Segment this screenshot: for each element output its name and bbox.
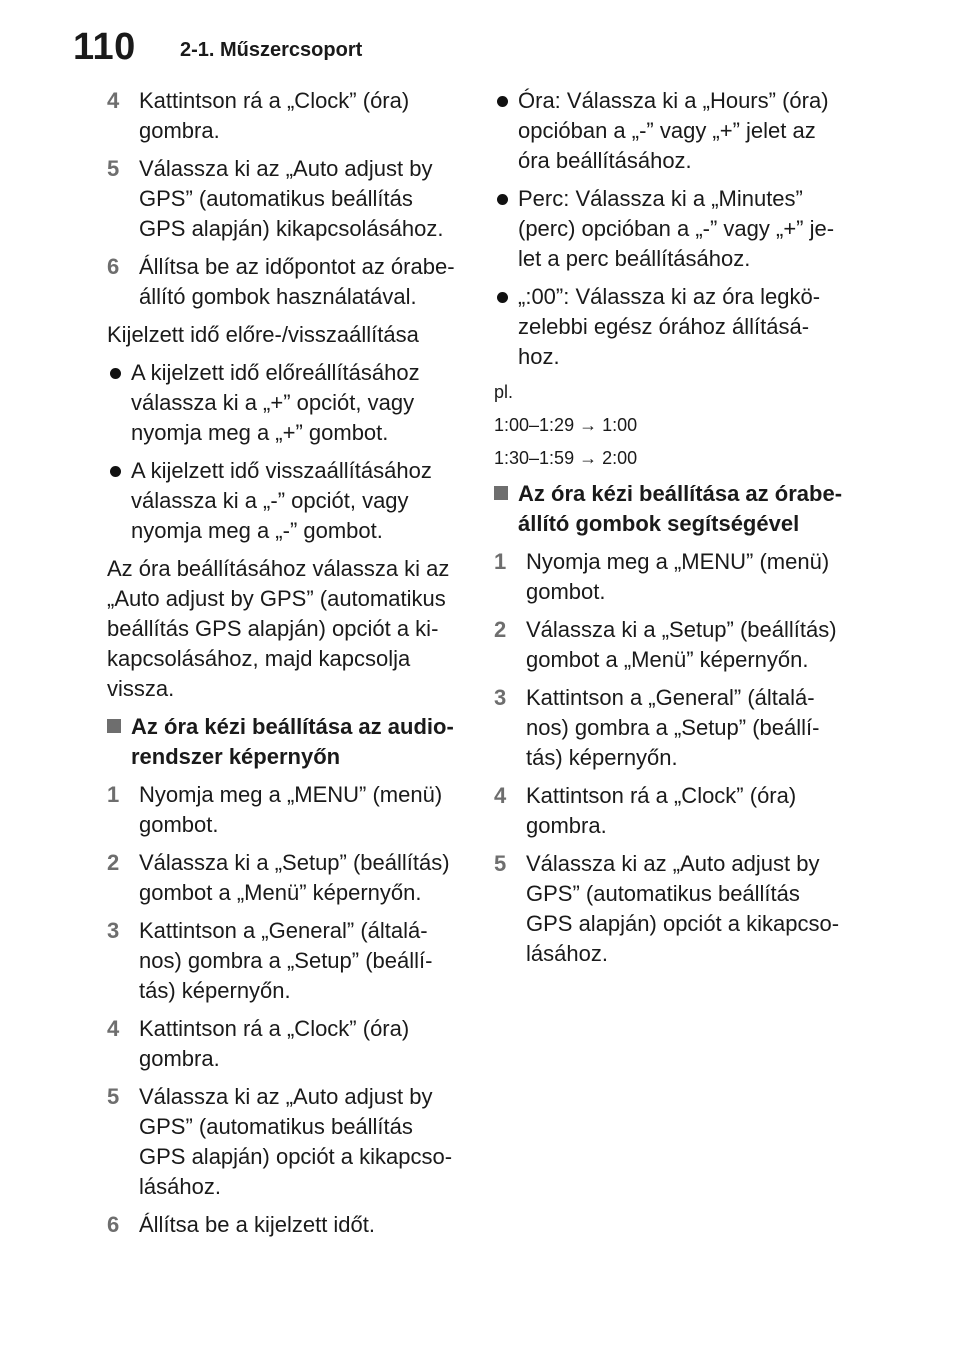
step-number: 5 [494,851,507,876]
bullet-text: Óra: Válassza ki a „Hours” (óra) opcióban a „-” vagy „+” jelet az óra beállításához. [518,88,829,173]
step-text: Kattintson rá a „Clock” (óra) gombra. [526,783,797,838]
bullet-text: „:00”: Válassza ki az óra legkö- zelebbi egész órához állításá- hoz. [518,284,821,369]
example-line: 1:00–1:29 → 1:00 [494,415,638,435]
step-text: Kattintson rá a „Clock” (óra) gombra. [139,88,410,143]
step-5 [494,849,849,969]
step-text: Állítsa be a kijelzett időt. [139,1212,376,1237]
step-5 [107,1082,462,1202]
paragraph: Az óra beállításához válassza ki az „Auto adjust by GPS” (automatikus beállítás GPS alapján) opciót a ki- kapcsolásához, majd kapcsolja vissza. [107,556,450,701]
step-6 [107,252,462,312]
step-text: Kattintson rá a „Clock” (óra) gombra. [139,1016,410,1071]
bullet-item [494,184,849,274]
step-number: 4 [107,88,120,113]
step-3 [494,683,849,773]
step-text: Nyomja meg a „MENU” (menü) gombot. [139,782,443,837]
step-4 [494,781,849,841]
step-number: 1 [107,782,120,807]
step-text: Kattintson a „General” (általá- nos) gombra a „Setup” (beállí- tás) képernyőn. [139,918,433,1003]
step-number: 5 [107,156,120,181]
bullet-text: A kijelzett idő előreállításához válassza ki a „+” opciót, vagy nyomja meg a „+” gombot. [131,360,420,445]
step-number: 3 [494,685,507,710]
step-text: Nyomja meg a „MENU” (menü) gombot. [526,549,830,604]
section-heading [107,712,462,772]
step-6 [107,1210,462,1240]
left-column [107,86,462,1248]
section-title: 2-1. Műszercsoport [180,39,363,61]
step-number: 6 [107,254,120,279]
step-text: Válassza ki a „Setup” (beállítás) gombot a „Menü” képernyőn. [526,617,837,672]
bullet-item [494,282,849,372]
step-number: 1 [494,549,507,574]
paragraph-subtitle: Kijelzett idő előre-/visszaállítása [107,322,419,347]
example-line: 1:30–1:59 → 2:00 [494,448,638,468]
step-text: Kattintson a „General” (általá- nos) gombra a „Setup” (beállí- tás) képernyőn. [526,685,820,770]
step-4 [107,1014,462,1074]
bullet-item [107,456,462,546]
step-4 [107,86,462,146]
heading-text: Az óra kézi beállítása az audio- rendszer képernyőn [131,714,454,769]
step-text: Válassza ki az „Auto adjust by GPS” (automatikus beállítás GPS alapján) opciót a kikapcso- lásához. [526,851,840,966]
square-bullet-icon [107,719,121,733]
step-number: 2 [107,850,120,875]
step-number: 5 [107,1084,120,1109]
step-number: 3 [107,918,120,943]
right-column [494,86,849,977]
step-5 [107,154,462,244]
square-bullet-icon [494,486,508,500]
example-label: pl. [494,382,514,402]
bullet-dot-icon [497,194,508,205]
step-number: 4 [494,783,507,808]
step-text: Állítsa be az időpontot az órabe- állító gombok használatával. [139,254,455,309]
step-text: Válassza ki az „Auto adjust by GPS” (automatikus beállítás GPS alapján) opciót a kikapcso- lásához. [139,1084,453,1199]
bullet-dot-icon [110,466,121,477]
step-number: 2 [494,617,507,642]
step-number: 6 [107,1212,120,1237]
step-number: 4 [107,1016,120,1041]
step-3 [107,916,462,1006]
bullet-dot-icon [497,96,508,107]
step-1 [107,780,462,840]
bullet-item [494,86,849,176]
bullet-text: Perc: Válassza ki a „Minutes” (perc) opcióban a „-” vagy „+” je- let a perc beállításához. [518,186,835,271]
step-text: Válassza ki a „Setup” (beállítás) gombot a „Menü” képernyőn. [139,850,450,905]
step-2 [107,848,462,908]
bullet-dot-icon [497,292,508,303]
page-header [0,0,960,80]
page-number: 110 [73,26,136,68]
step-text: Válassza ki az „Auto adjust by GPS” (automatikus beállítás GPS alapján) kikapcsolásához. [139,156,444,241]
section-heading [494,479,849,539]
bullet-text: A kijelzett idő visszaállításához válassza ki a „-” opciót, vagy nyomja meg a „-” gombot. [131,458,432,543]
step-2 [494,615,849,675]
heading-text: Az óra kézi beállítása az órabe- állító gombok segítségével [518,481,843,536]
bullet-dot-icon [110,368,121,379]
bullet-item [107,358,462,448]
step-1 [494,547,849,607]
